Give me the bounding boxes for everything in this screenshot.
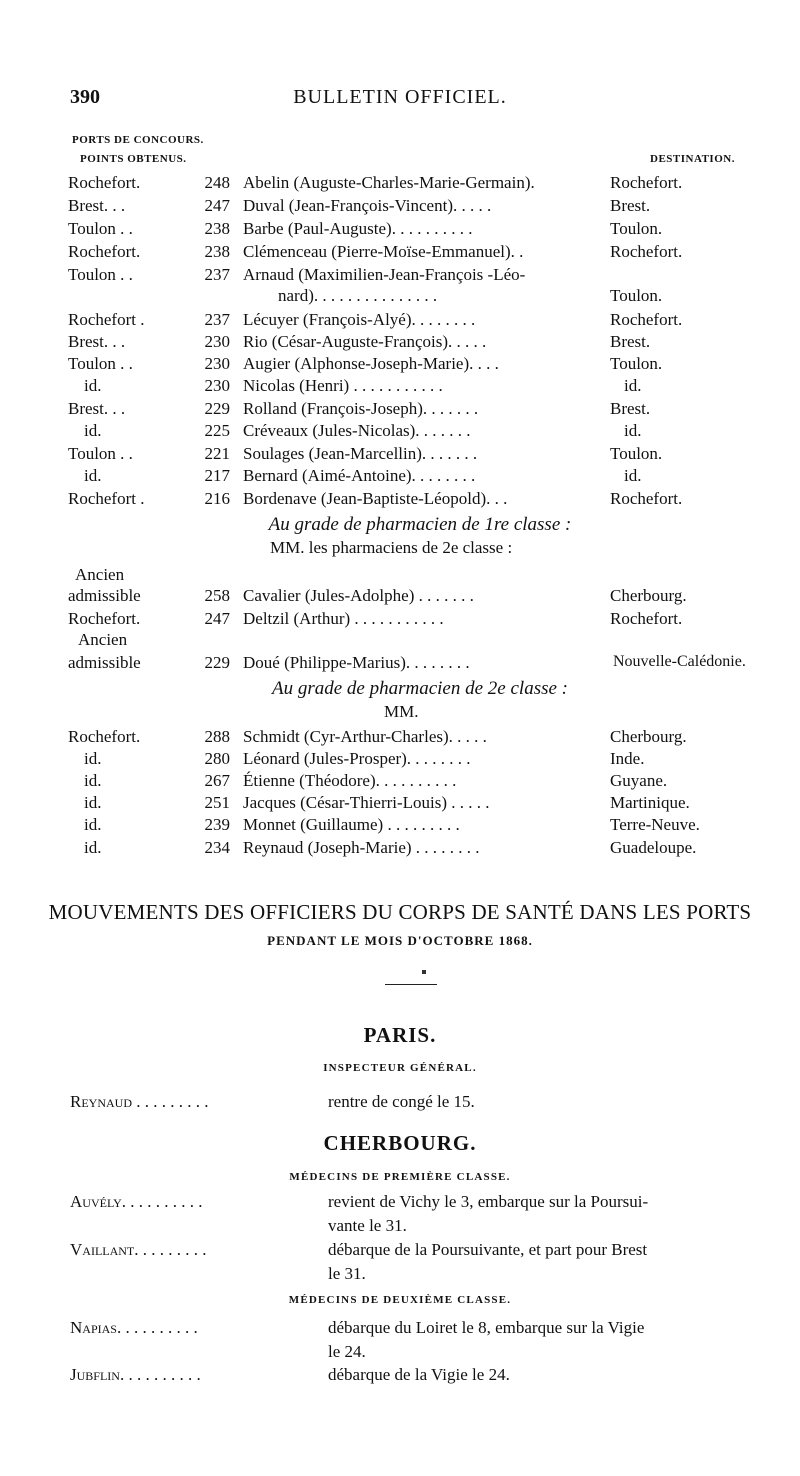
port-cell: id.	[84, 793, 102, 812]
destination-cell: Brest.	[610, 332, 651, 351]
name-cell: Léonard (Jules-Prosper). . . . . . . .	[243, 749, 471, 768]
name-cell: Barbe (Paul-Auguste). . . . . . . . . .	[243, 219, 473, 238]
port-cell: Brest. . .	[68, 196, 126, 215]
table-row	[68, 771, 718, 795]
table-row	[68, 310, 718, 334]
movement-text: débarque du Loiret le 8, embarque sur la Vigie	[328, 1318, 645, 1337]
destination-cell: id.	[624, 466, 642, 485]
points-cell: 234	[204, 838, 230, 857]
name-cell: Bernard (Aimé-Antoine). . . . . . . .	[243, 466, 476, 485]
destination-cell: Inde.	[610, 749, 645, 768]
destination-cell: Toulon.	[610, 444, 663, 463]
name-cell: Reynaud (Joseph-Marie) . . . . . . . .	[243, 838, 480, 857]
table-row	[68, 444, 718, 468]
destination-cell: Toulon.	[610, 219, 663, 238]
points-cell: 251	[204, 793, 230, 812]
movement-text: revient de Vichy le 3, embarque sur la Poursui-	[328, 1192, 649, 1211]
destination-cell: Brest.	[610, 399, 651, 418]
table-row	[68, 838, 718, 862]
table-row	[68, 354, 718, 378]
officer-name: Jubflin. . . . . . . . . .	[70, 1365, 201, 1384]
table-row	[68, 489, 718, 513]
points-cell: 280	[204, 749, 230, 768]
port-cell: Brest. . .	[68, 399, 126, 418]
table-row	[68, 242, 718, 266]
destination-cell: Terre-Neuve.	[610, 815, 700, 834]
port-cell: Rochefort .	[68, 489, 145, 508]
table-row	[68, 727, 718, 751]
port-cell: id.	[84, 838, 102, 857]
name-cell: Bordenave (Jean-Baptiste-Léopold). . .	[243, 489, 508, 508]
port-cell: Toulon . .	[68, 265, 133, 284]
table-row	[68, 466, 718, 490]
destination-cell: Rochefort.	[610, 173, 683, 192]
movement-text: débarque de la Vigie le 24.	[328, 1365, 510, 1384]
officer-name: Reynaud . . . . . . . . .	[70, 1092, 209, 1111]
ports-column-label: PORTS DE CONCOURS.	[72, 134, 204, 146]
port-line1: Ancien	[78, 630, 128, 649]
destination-cell: Guadeloupe.	[610, 838, 697, 857]
name-cell: Rio (César-Auguste-François). . . . .	[243, 332, 487, 351]
points-cell: 238	[204, 242, 230, 261]
name-cell: Augier (Alphonse-Joseph-Marie). . . .	[243, 354, 499, 373]
table-row	[68, 749, 718, 773]
points-cell: 267	[204, 771, 230, 790]
table-row	[68, 586, 718, 610]
movement-text-continuation: le 24.	[328, 1342, 366, 1361]
name-cell: Arnaud (Maximilien-Jean-François -Léo-	[243, 265, 526, 284]
port-cell: Toulon . .	[68, 444, 133, 463]
port-cell: Rochefort.	[68, 173, 141, 192]
port-cell: id.	[84, 466, 102, 485]
port-cell: Toulon . .	[68, 354, 133, 373]
movements-subtitle: PENDANT LE MOIS D'OCTOBRE 1868.	[267, 933, 533, 948]
port-cell: id.	[84, 771, 102, 790]
destination-cell: Rochefort.	[610, 242, 683, 261]
destination-cell: Cherbourg.	[610, 586, 687, 605]
port-cell: Rochefort .	[68, 310, 145, 329]
port-cell: id.	[84, 815, 102, 834]
name-cell: Monnet (Guillaume) . . . . . . . . .	[243, 815, 460, 834]
movement-entry	[70, 1192, 750, 1216]
movement-text: débarque de la Poursuivante, et part pour Brest	[328, 1240, 648, 1259]
page-number: 390	[70, 86, 100, 108]
port-cell: admissible	[68, 653, 141, 672]
officer-name: Vaillant. . . . . . . . .	[70, 1240, 207, 1259]
movement-text: rentre de congé le 15.	[328, 1092, 475, 1111]
grade-1-heading: Au grade de pharmacien de 1re classe :	[268, 514, 572, 535]
divider-rule	[385, 984, 437, 985]
table-row	[68, 376, 718, 400]
table-row	[68, 609, 718, 633]
movements-title: MOUVEMENTS DES OFFICIERS DU CORPS DE SANTÉ DANS LES PORTS	[48, 900, 752, 924]
destination-column-label: DESTINATION.	[650, 153, 735, 165]
port-line1: Ancien	[75, 565, 125, 584]
table-row	[68, 653, 746, 677]
table-row	[68, 815, 718, 839]
port-cell: id.	[84, 376, 102, 395]
table-row	[68, 196, 718, 220]
grade-2-heading: Au grade de pharmacien de 2e classe :	[271, 678, 568, 699]
name-cell: Doué (Philippe-Marius). . . . . . . .	[243, 653, 470, 672]
paris-heading: INSPECTEUR GÉNÉRAL.	[323, 1062, 477, 1074]
name-cell: Nicolas (Henri) . . . . . . . . . . .	[243, 376, 443, 395]
points-cell: 237	[204, 265, 230, 284]
points-cell: 229	[204, 653, 230, 672]
points-cell: 247	[204, 196, 230, 215]
port-cell: Rochefort.	[68, 609, 141, 628]
section-title-cherbourg: CHERBOURG.	[323, 1131, 477, 1155]
cherbourg-heading-1: MÉDECINS DE PREMIÈRE CLASSE.	[289, 1171, 511, 1183]
name-cell: Rolland (François-Joseph). . . . . . .	[243, 399, 479, 418]
points-cell: 221	[204, 444, 230, 463]
name-cell: Abelin (Auguste-Charles-Marie-Germain).	[243, 173, 535, 192]
officer-name: Napias. . . . . . . . . .	[70, 1318, 198, 1337]
port-cell: Rochefort.	[68, 727, 141, 746]
table-row	[68, 399, 718, 423]
points-cell: 258	[204, 586, 230, 605]
movement-text-continuation: vante le 31.	[328, 1216, 407, 1235]
points-cell: 288	[204, 727, 230, 746]
port-cell: Toulon . .	[68, 219, 133, 238]
points-cell: 237	[204, 310, 230, 329]
destination-cell: id.	[624, 421, 642, 440]
name-cell: Schmidt (Cyr-Arthur-Charles). . . . .	[243, 727, 487, 746]
points-cell: 230	[204, 354, 230, 373]
points-cell: 239	[204, 815, 230, 834]
table-row	[68, 219, 718, 243]
table-row	[68, 793, 718, 817]
name-cell: Lécuyer (François-Alyé). . . . . . . .	[243, 310, 476, 329]
name-continuation: nard). . . . . . . . . . . . . . .	[278, 286, 438, 305]
points-cell: 217	[204, 466, 230, 485]
section-title-paris: PARIS.	[363, 1023, 437, 1047]
movement-text-continuation: le 31.	[328, 1264, 366, 1283]
port-cell: Brest. . .	[68, 332, 126, 351]
grade-1-subheading: MM. les pharmaciens de 2e classe :	[270, 538, 513, 557]
destination-cell: Rochefort.	[610, 310, 683, 329]
name-cell: Clémenceau (Pierre-Moïse-Emmanuel). .	[243, 242, 524, 261]
table-row-continuation	[68, 286, 718, 310]
movement-entry	[70, 1365, 750, 1389]
points-column-label: POINTS OBTENUS.	[80, 153, 187, 165]
destination-cell: Cherbourg.	[610, 727, 687, 746]
movement-entry	[70, 1240, 750, 1264]
name-cell: Deltzil (Arthur) . . . . . . . . . . .	[243, 609, 444, 628]
cherbourg-heading-2: MÉDECINS DE DEUXIÈME CLASSE.	[288, 1294, 512, 1306]
movement-entry	[70, 1092, 750, 1116]
points-cell: 248	[204, 173, 230, 192]
name-cell: Créveaux (Jules-Nicolas). . . . . . .	[243, 421, 471, 440]
page-header	[70, 86, 730, 116]
movement-entry	[70, 1318, 750, 1342]
points-cell: 247	[204, 609, 230, 628]
port-cell: Rochefort.	[68, 242, 141, 261]
name-cell: Étienne (Théodore). . . . . . . . . .	[243, 771, 457, 790]
destination-cell: Martinique.	[610, 793, 690, 812]
port-cell: id.	[84, 421, 102, 440]
ornament-dot	[422, 970, 426, 974]
destination-cell: Toulon.	[610, 354, 663, 373]
name-cell: Duval (Jean-François-Vincent). . . . .	[243, 196, 492, 215]
points-cell: 225	[204, 421, 230, 440]
name-cell: Cavalier (Jules-Adolphe) . . . . . . .	[243, 586, 474, 605]
points-cell: 216	[204, 489, 230, 508]
table-row	[68, 421, 718, 445]
points-cell: 229	[204, 399, 230, 418]
destination-cell: Rochefort.	[610, 489, 683, 508]
destination-cell: id.	[624, 376, 642, 395]
table-row	[68, 332, 718, 356]
points-cell: 238	[204, 219, 230, 238]
destination-cell: Toulon.	[610, 286, 663, 305]
officer-name: Auvély. . . . . . . . . .	[70, 1192, 203, 1211]
destination-cell: Guyane.	[610, 771, 668, 790]
points-cell: 230	[204, 332, 230, 351]
points-cell: 230	[204, 376, 230, 395]
name-cell: Jacques (César-Thierri-Louis) . . . . .	[243, 793, 490, 812]
port-cell: id.	[84, 749, 102, 768]
destination-cell: Nouvelle-Calédonie.	[613, 653, 746, 670]
destination-cell: Brest.	[610, 196, 651, 215]
table-row	[68, 173, 718, 197]
name-cell: Soulages (Jean-Marcellin). . . . . . .	[243, 444, 478, 463]
destination-cell: Rochefort.	[610, 609, 683, 628]
grade-2-subheading: MM.	[384, 702, 419, 721]
page-title: BULLETIN OFFICIEL.	[293, 86, 507, 108]
port-cell: admissible	[68, 586, 141, 605]
